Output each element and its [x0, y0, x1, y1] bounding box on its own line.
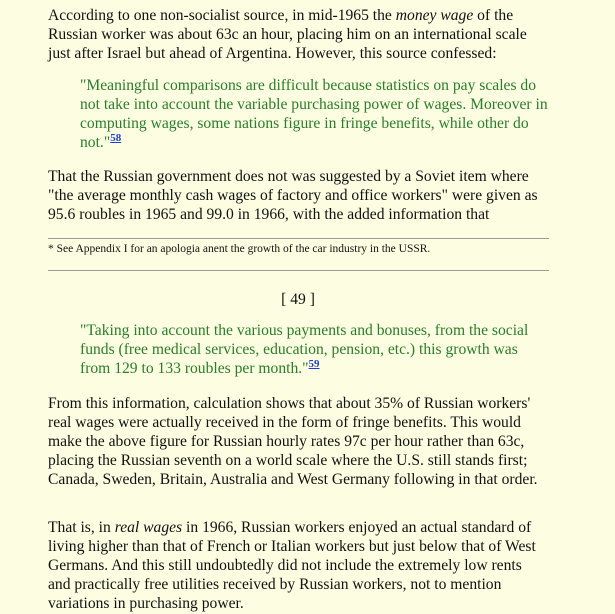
paragraph-text: According to one non-socialist source, in mid-1965 the	[48, 7, 396, 24]
page-number: [ 49 ]	[281, 291, 315, 308]
paragraph-text: of the Russian worker was about 63c an hour, placing him on an international scale just after Israel but ahead of Argentina. However, this source confessed:	[48, 7, 527, 62]
paragraph-soviet-item	[48, 167, 548, 224]
paragraph-text: That the Russian government does not was suggested by a Soviet item where "the average monthly cash wages of factory and office workers" were given as 95.6 roubles in 1965 and 99.0 in 1966, with the added information that	[48, 168, 538, 223]
emphasis-money-wage: money wage	[395, 7, 474, 24]
footnote-appendix	[48, 242, 548, 256]
paragraph-calculation	[48, 394, 548, 489]
quote-text: "Taking into account the various payments and bonuses, from the social funds (free medical services, education, pension, etc.) this growth was from 129 to 133 roubles per month."	[80, 322, 529, 377]
footnote-text: * See Appendix I for an apologia anent the growth of the car industry in the USSR.	[48, 243, 431, 255]
blockquote-comparisons	[80, 76, 550, 152]
paragraph-text: From this information, calculation shows that about 35% of Russian workers' real wages were actually received in the form of fringe benefits. This would make the above figure for Russian hourly rates 97c per hour rather than 63c, placing the Russian seventh on a world scale where the U.S. still stands first; Canada, Sweden, Britain, Australia and West Germany following in that order.	[48, 395, 538, 488]
paragraph-money-wage	[48, 6, 548, 63]
quote-text: "Meaningful comparisons are difficult because statistics on pay scales do not take into account the variable purchasing power of wages. Moreover in computing wages, some nations figure in fringe benefits, while other do not."	[80, 77, 548, 151]
footnote-link-58[interactable]: 58	[110, 131, 122, 144]
footnote-divider-top	[48, 238, 549, 239]
paragraph-real-wages	[48, 518, 548, 613]
paragraph-text: in 1966, Russian workers enjoyed an actual standard of living higher than that of French or Italian workers but just below that of West Germans. And this still undoubtedly did not include the extremely low rents and practically free utilities received by Russian workers, not to mention variations in purchasing power.	[48, 519, 536, 612]
blockquote-payments	[80, 321, 550, 378]
emphasis-real-wages: real wages	[114, 519, 183, 536]
footnote-link-59[interactable]: 59	[308, 357, 320, 370]
footnote-divider-bottom	[48, 270, 549, 271]
paragraph-text: That is, in	[48, 519, 115, 536]
